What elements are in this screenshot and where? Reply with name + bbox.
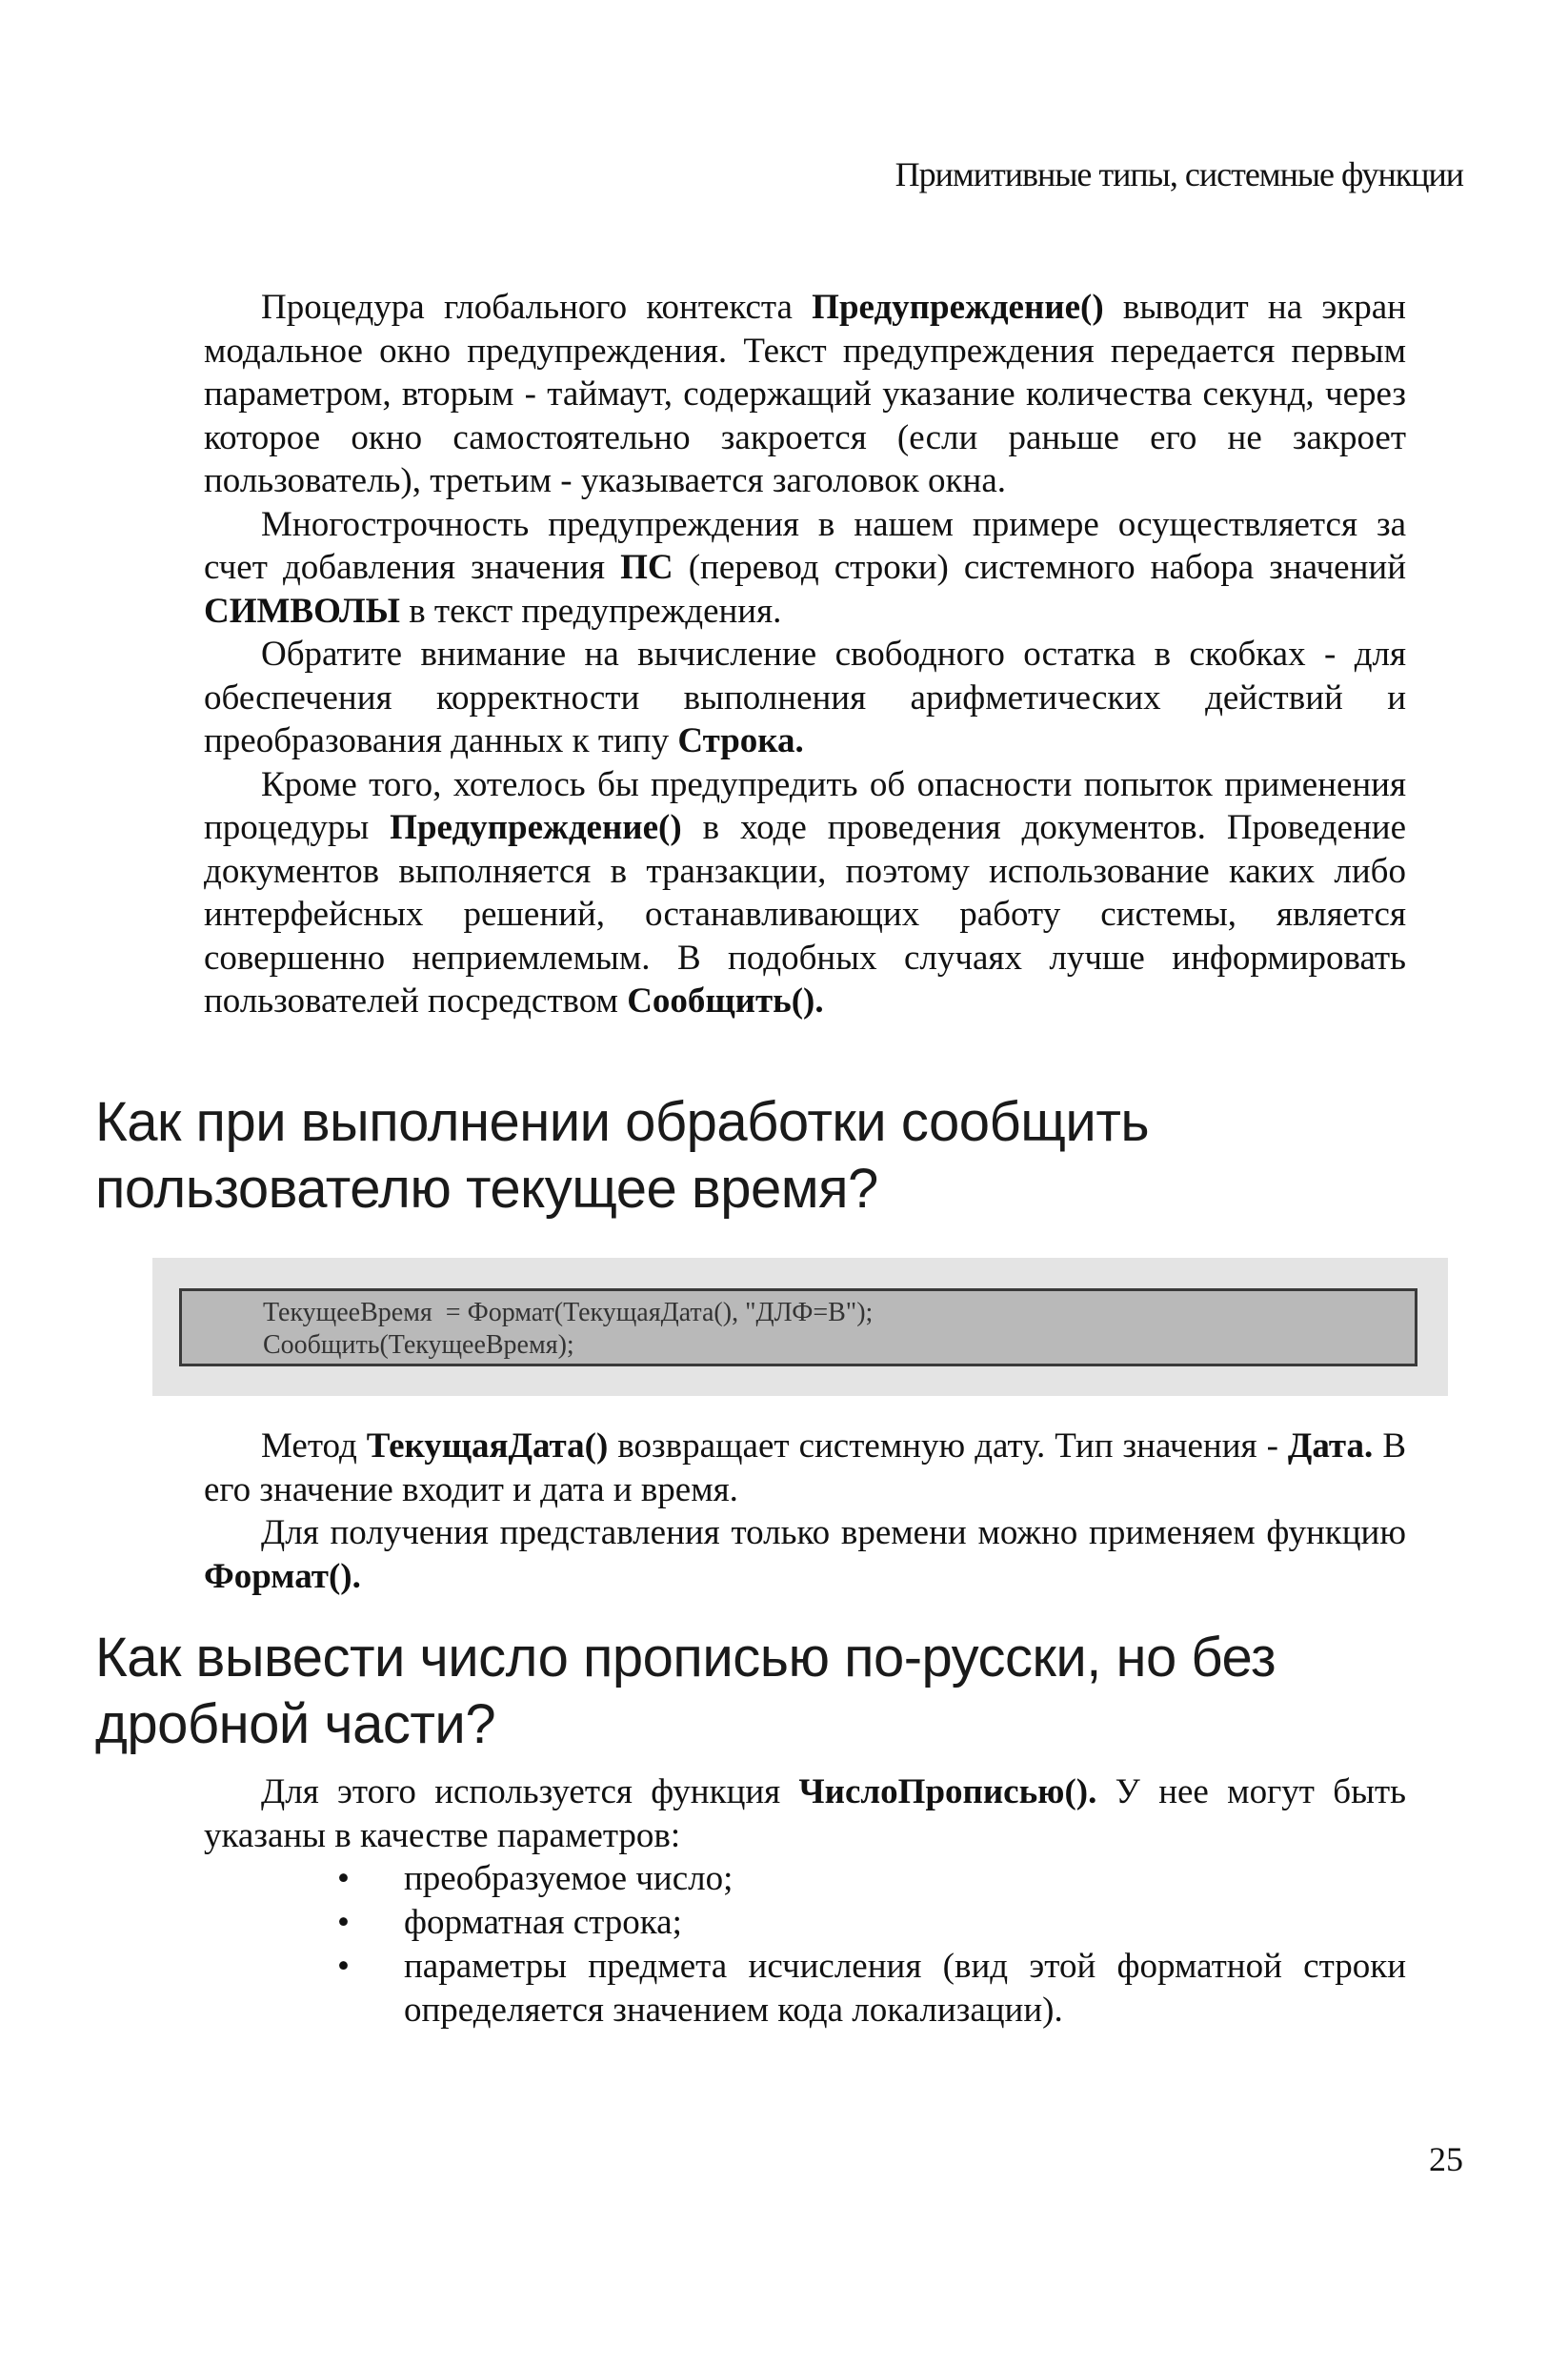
code-line: ТекущееВремя = Формат(ТекущаяДата(), "ДЛФ=В"); (263, 1298, 874, 1327)
bullet-icon: • (337, 1859, 350, 1898)
bold-term: Сообщить(). (627, 981, 824, 1021)
bold-term: СИМВОЛЫ (204, 591, 400, 631)
bold-term: ПС (620, 548, 673, 587)
code-listing (179, 1288, 1417, 1366)
list-item: • форматная строка; (204, 1901, 1406, 1945)
paragraph-multiline: Многострочность предупреждения в нашем примере осуществляется за счет добавления значения ПС (перевод строки) системного набора значений СИМВОЛЫ в текст предупреждения. (204, 504, 1406, 631)
bold-term: ЧислоПрописью(). (798, 1772, 1097, 1811)
bold-term: Предупреждение() (390, 808, 682, 847)
section-current-time-text (204, 1425, 1406, 1598)
section-warning-text (204, 286, 1406, 1023)
paragraph-warning-procedure: Процедура глобального контекста Предупреждение() выводит на экран модальное окно предупреждения. Текст предупреждения передается первым параметром, вторым - таймаут, содержащий указание количества секунд, через которое окно самостоятельно закроется (если раньше его не закроет пользователь), третьим - указывается заголовок окна. (204, 288, 1406, 500)
paragraph-current-date-method: Метод ТекущаяДата() возвращает системную дату. Тип значения - Дата. В его значение входит и дата и время. (204, 1426, 1406, 1509)
bold-term: Предупреждение() (812, 288, 1104, 327)
bullet-icon: • (337, 1903, 350, 1942)
bold-term: Дата. (1287, 1426, 1374, 1466)
running-header: Примитивные типы, системные функции (895, 155, 1463, 193)
heading-line: пользователю текущее время? (95, 1158, 878, 1220)
section-number-in-words-text (204, 1770, 1406, 2032)
heading-current-time (95, 1089, 1149, 1223)
list-item: • параметры предмета исчисления (вид этой форматной строки определяется значением кода локализации). (337, 1947, 1406, 2030)
code-listing-background (152, 1258, 1448, 1396)
bullet-icon: • (337, 1947, 350, 1986)
heading-line: дробной части? (95, 1693, 496, 1755)
page-number: 25 (1429, 2140, 1463, 2178)
code-line: Сообщить(ТекущееВремя); (263, 1330, 574, 1360)
heading-line: Как вывести число прописью по-русски, но без (95, 1627, 1277, 1689)
paragraph-format-function: Для получения представления только времени можно применяем функцию Формат(). (204, 1513, 1406, 1596)
bold-term: Формат(). (204, 1556, 361, 1596)
list-item: • преобразуемое число; (204, 1857, 1406, 1901)
heading-line: Как при выполнении обработки сообщить (95, 1091, 1150, 1153)
paragraph-remainder-note: Обратите внимание на вычисление свободного остатка в скобках - для обеспечения корректности выполнения арифметических действий и преобразования данных к типу Строка. (204, 635, 1406, 760)
bold-term: Строка. (677, 721, 804, 760)
bold-term: ТекущаяДата() (366, 1426, 609, 1466)
heading-number-in-words (95, 1625, 1276, 1758)
parameter-list (204, 1857, 1406, 2032)
paragraph-number-in-words: Для этого используется функция ЧислоПрописью(). У нее могут быть указаны в качестве параметров: (204, 1772, 1406, 1855)
paragraph-transaction-warning: Кроме того, хотелось бы предупредить об опасности попыток применения процедуры Предупреждение() в ходе проведения документов. Проведение документов выполняется в транзакции, поэтому использование каких либо интерфейсных решений, останавливающих работу системы, является совершенно неприемлемым. В подобных случаях лучше информировать пользователей посредством Сообщить(). (204, 764, 1406, 1021)
